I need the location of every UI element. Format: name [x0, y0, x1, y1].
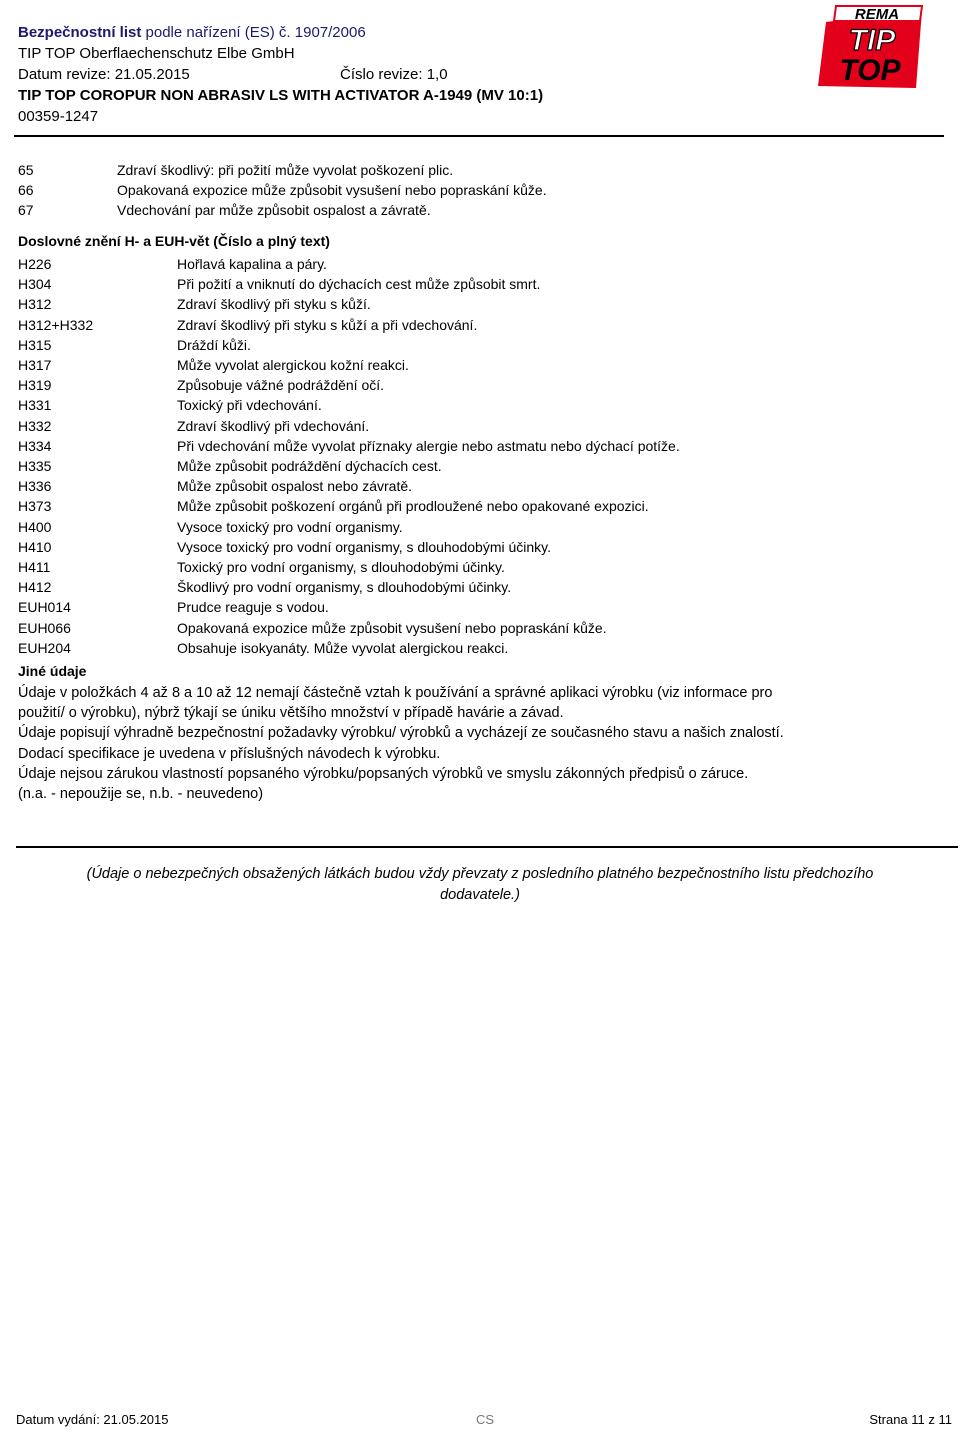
item-text: Zdraví škodlivý: při požití může vyvolat poškození plic.	[117, 162, 454, 178]
other-info-paragraph: Dodací specifikace je uvedena v příslušných návodech k výrobku.	[18, 745, 441, 762]
h-statement-code: H317	[18, 357, 52, 374]
section-divider	[16, 846, 958, 848]
h-statement-text: Může způsobit podráždění dýchacích cest.	[177, 458, 442, 475]
h-statement-row	[18, 557, 680, 577]
h-statement-row	[18, 335, 680, 355]
disclaimer-note: (Údaje o nebezpečných obsažených látkách budou vždy převzaty z posledního platného bezpečnostního listu předchozího dodavatele.)	[86, 866, 874, 903]
h-statement-row	[18, 618, 680, 638]
logo-top-text: TOP	[839, 54, 901, 87]
h-statement-text: Může způsobit poškození orgánů při prodloužené nebo opakované expozici.	[177, 498, 649, 515]
revision-number: Číslo revize: 1,0	[340, 66, 448, 83]
numbered-statements	[18, 160, 547, 220]
h-statement-row	[18, 294, 680, 314]
h-statement-row	[18, 597, 680, 617]
revision-row	[18, 64, 798, 85]
h-statement-code: H332	[18, 417, 52, 434]
h-statement-code: EUH204	[18, 639, 71, 656]
h-statement-code: EUH014	[18, 599, 71, 616]
h-statement-text: Prudce reaguje s vodou.	[177, 599, 329, 616]
h-statement-row	[18, 375, 680, 395]
h-statement-code: H336	[18, 478, 52, 495]
h-statement-code: H331	[18, 397, 52, 414]
h-statement-text: Škodlivý pro vodní organismy, s dlouhodobými účinky.	[177, 579, 512, 596]
h-statement-row	[18, 315, 680, 335]
h-statement-text: Vysoce toxický pro vodní organismy.	[177, 518, 403, 535]
logo-rema-text: REMA	[854, 6, 900, 23]
h-statement-row	[18, 456, 680, 476]
item-number: 67	[18, 202, 34, 218]
numbered-item	[18, 160, 547, 180]
issue-date: Datum vydání: 21.05.2015	[16, 1412, 169, 1427]
h-statement-code: H304	[18, 276, 52, 293]
product-code: 00359-1247	[18, 108, 99, 125]
item-number: 65	[18, 162, 34, 178]
company-name: TIP TOP Oberflaechenschutz Elbe GmbH	[18, 45, 295, 62]
h-statement-list	[18, 254, 680, 658]
h-statement-row	[18, 254, 680, 274]
h-statement-text: Může vyvolat alergickou kožní reakci.	[177, 357, 409, 374]
header-divider	[14, 135, 944, 137]
h-statement-code: H319	[18, 377, 52, 394]
rema-tip-top-logo	[814, 4, 924, 90]
h-statement-row	[18, 638, 680, 658]
numbered-item	[18, 200, 547, 220]
h-statement-text: Opakovaná expozice může způsobit vysušení nebo popraskání kůže.	[177, 619, 607, 636]
other-info-paragraph: Údaje popisují výhradně bezpečnostní požadavky výrobku/ výrobků a vycházejí ze současného stavu a našich znalostí.	[18, 725, 784, 742]
h-statement-row	[18, 476, 680, 496]
h-statement-text: Vysoce toxický pro vodní organismy, s dlouhodobými účinky.	[177, 538, 552, 555]
document-header	[18, 22, 798, 127]
h-statement-code: H400	[18, 518, 52, 535]
numbered-item	[18, 180, 547, 200]
item-text: Opakovaná expozice může způsobit vysušení nebo popraskání kůže.	[117, 182, 547, 198]
h-statement-row	[18, 416, 680, 436]
h-statement-text: Při požití a vniknutí do dýchacích cest může způsobit smrt.	[177, 276, 541, 293]
h-statement-code: H412	[18, 579, 52, 596]
h-statement-code: H226	[18, 256, 52, 272]
item-text: Vdechování par může způsobit ospalost a závratě.	[117, 202, 431, 218]
other-info-title: Jiné údaje	[18, 663, 87, 679]
h-statement-code: H335	[18, 458, 52, 475]
h-section-title: Doslovné znění H- a EUH-vět (Číslo a plný text)	[18, 233, 330, 249]
h-statement-row	[18, 274, 680, 294]
h-statement-text: Při vdechování může vyvolat příznaky alergie nebo astmatu nebo dýchací potíže.	[177, 437, 680, 454]
h-statement-code: H315	[18, 336, 52, 353]
h-statement-text: Toxický pro vodní organismy, s dlouhodobými účinky.	[177, 559, 505, 576]
h-statement-code: EUH066	[18, 619, 71, 636]
other-info-paragraph: Údaje v položkách 4 až 8 a 10 až 12 nemají částečně vztah k používání a správné aplikaci výrobku (viz informace pro použití/ o výrobku), nýbrž týkají se úniku většího množství v případě havárie a závad.	[18, 685, 773, 722]
h-statement-row	[18, 517, 680, 537]
h-statement-text: Zdraví škodlivý při styku s kůží a při vdechování.	[177, 316, 478, 333]
h-statement-code: H312+H332	[18, 316, 94, 333]
product-name: TIP TOP COROPUR NON ABRASIV LS WITH ACTIVATOR A-1949 (MV 10:1)	[18, 87, 544, 104]
h-statement-row	[18, 436, 680, 456]
other-info-paragraph: Údaje nejsou zárukou vlastností popsaného výrobku/popsaných výrobků ve smyslu zákonných předpisů o záruce.	[18, 765, 749, 782]
h-statement-text: Způsobuje vážné podráždění očí.	[177, 377, 385, 394]
h-statement-code: H373	[18, 498, 52, 515]
h-statement-row	[18, 537, 680, 557]
h-statement-code: H411	[18, 559, 51, 576]
other-info-text	[18, 683, 808, 804]
h-statement-code: H334	[18, 437, 52, 454]
h-statement-text: Zdraví škodlivý při vdechování.	[177, 417, 370, 434]
h-statement-code: H410	[18, 538, 52, 555]
language-code: CS	[476, 1412, 495, 1427]
h-statement-code: H312	[18, 296, 52, 313]
h-statement-row	[18, 496, 680, 516]
other-info-paragraph: (n.a. - nepoužije se, n.b. - neuvedeno)	[18, 786, 264, 803]
h-statement-text: Obsahuje isokyanáty. Může vyvolat alergickou reakci.	[177, 639, 509, 656]
h-statement-text: Zdraví škodlivý při styku s kůží.	[177, 296, 371, 313]
h-statement-text: Může způsobit ospalost nebo závratě.	[177, 478, 413, 495]
h-statement-text: Toxický při vdechování.	[177, 397, 322, 414]
h-statement-row	[18, 577, 680, 597]
logo-tip-text: TIP	[848, 24, 896, 57]
item-number: 66	[18, 182, 34, 198]
h-statement-text: Hořlavá kapalina a páry.	[177, 256, 327, 272]
revision-date: Datum revize: 21.05.2015	[18, 66, 190, 83]
document-title: Bezpečnostní list podle nařízení (ES) č. 1907/2006	[18, 24, 366, 41]
h-statement-row	[18, 395, 680, 415]
h-statement-row	[18, 355, 680, 375]
page-number: Strana 11 z 11	[869, 1412, 952, 1427]
h-statement-text: Dráždí kůži.	[177, 336, 251, 353]
